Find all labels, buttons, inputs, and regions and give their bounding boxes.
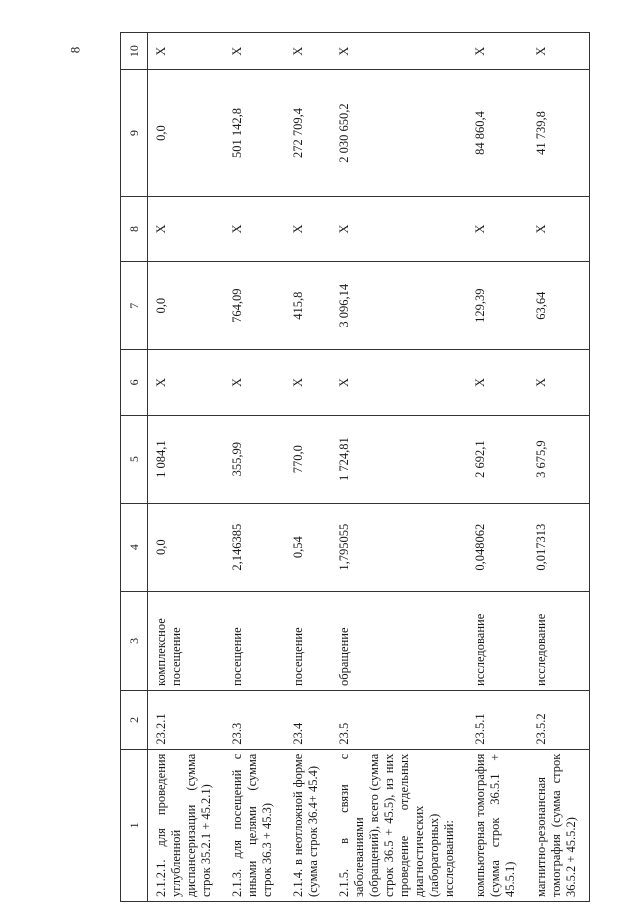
cell-col6: X (224, 350, 285, 415)
column-header: 9 (121, 70, 148, 196)
table-row (331, 33, 467, 902)
cell-col8: X (224, 196, 285, 261)
table-row (467, 33, 528, 902)
cell-col8: X (528, 196, 590, 261)
cell-col9: 2 030 650,2 (331, 70, 467, 196)
column-header: 10 (121, 33, 148, 70)
rotated-table-container (120, 32, 578, 902)
cell-col10: X (224, 33, 285, 70)
cell-col10: X (148, 33, 225, 70)
cell-col9: 41 739,8 (528, 70, 590, 196)
row-code: 23.5.1 (467, 690, 528, 749)
cell-col6: X (285, 350, 331, 415)
column-header: 8 (121, 196, 148, 261)
row-code: 23.3 (224, 690, 285, 749)
cell-col5: 3 675,9 (528, 415, 590, 503)
row-code: 23.5.2 (528, 690, 590, 749)
cell-col6: X (467, 350, 528, 415)
table-row (148, 33, 225, 902)
page-number: 8 (67, 46, 83, 54)
column-header: 3 (121, 591, 148, 690)
row-unit: исследование (467, 591, 528, 690)
row-code: 23.5 (331, 690, 467, 749)
column-header: 2 (121, 690, 148, 749)
cell-col8: X (467, 196, 528, 261)
cell-col7: 415,8 (285, 262, 331, 350)
column-header: 6 (121, 350, 148, 415)
cell-col9: 501 142,8 (224, 70, 285, 196)
table-row (528, 33, 590, 902)
column-header: 7 (121, 262, 148, 350)
cell-col7: 3 096,14 (331, 262, 467, 350)
cell-col4: 0,048062 (467, 503, 528, 591)
row-code: 23.2.1 (148, 690, 225, 749)
row-unit: исследование (528, 591, 590, 690)
cell-col4: 0,0 (148, 503, 225, 591)
row-unit: посещение (224, 591, 285, 690)
cell-col5: 1 724,81 (331, 415, 467, 503)
cell-col10: X (467, 33, 528, 70)
cell-col4: 2,146385 (224, 503, 285, 591)
cell-col5: 355,99 (224, 415, 285, 503)
table-row (224, 33, 285, 902)
table-row (285, 33, 331, 902)
cell-col4: 0,54 (285, 503, 331, 591)
column-header: 1 (121, 749, 148, 901)
row-unit: посещение (285, 591, 331, 690)
cell-col9: 84 860,4 (467, 70, 528, 196)
row-name: 2.1.2.1. для проведения углубленной диспансеризации (сумма строк 35.2.1 + 45.2.1) (148, 749, 225, 901)
column-header: 5 (121, 415, 148, 503)
column-header: 4 (121, 503, 148, 591)
cell-col10: X (528, 33, 590, 70)
row-name: 2.1.5. в связи с заболеваниями (обращений), всего (сумма строк 36.5 + 45.5), из них проведение отдельных диагностических (лабораторных) исследований: (331, 749, 467, 901)
cell-col8: X (331, 196, 467, 261)
row-unit: комплексное посещение (148, 591, 225, 690)
cell-col8: X (148, 196, 225, 261)
cell-col7: 764,09 (224, 262, 285, 350)
row-code: 23.4 (285, 690, 331, 749)
row-name: 2.1.3. для посещений с иными целями (сумма строк 36.3 + 45.3) (224, 749, 285, 901)
cell-col7: 129,39 (467, 262, 528, 350)
cell-col5: 1 084,1 (148, 415, 225, 503)
header-row (121, 33, 148, 902)
cell-col8: X (285, 196, 331, 261)
cell-col5: 770,0 (285, 415, 331, 503)
cell-col6: X (331, 350, 467, 415)
cell-col10: X (331, 33, 467, 70)
row-unit: обращение (331, 591, 467, 690)
cell-col6: X (148, 350, 225, 415)
cell-col5: 2 692,1 (467, 415, 528, 503)
cell-col4: 0,017313 (528, 503, 590, 591)
data-table (120, 32, 590, 902)
cell-col10: X (285, 33, 331, 70)
cell-col7: 63,64 (528, 262, 590, 350)
row-name: 2.1.4. в неотложной форме (сумма строк 36.4+ 45.4) (285, 749, 331, 901)
cell-col9: 0,0 (148, 70, 225, 196)
row-name: магнитно-резонансная томография (сумма строк 36.5.2 + 45.5.2) (528, 749, 590, 901)
cell-col4: 1,795055 (331, 503, 467, 591)
row-name: компьютерная томография (сумма строк 36.5.1 + 45.5.1) (467, 749, 528, 901)
cell-col6: X (528, 350, 590, 415)
cell-col7: 0,0 (148, 262, 225, 350)
cell-col9: 272 709,4 (285, 70, 331, 196)
